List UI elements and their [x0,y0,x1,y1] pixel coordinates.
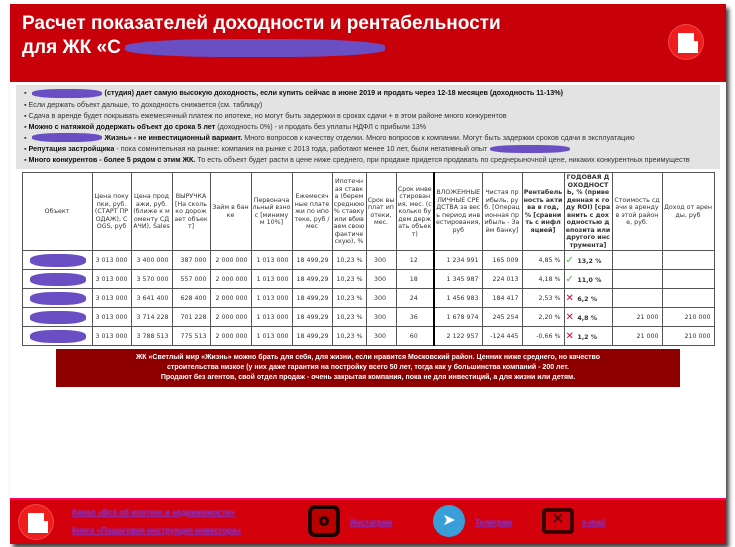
table-cell: 2 000 000 [210,289,251,308]
table-cell: 10,23 % [332,289,366,308]
roi-value: 11,0 % [577,276,602,284]
table-cell: -0,66 % [522,327,564,346]
table-cell: 18 [396,270,434,289]
table-cell: 10,23 % [332,308,366,327]
bullet-text: (доходность 0%) - и продать без уплаты НДФЛ с прибыли 13% [215,121,427,131]
table-cell: 628 400 [172,289,210,308]
bullet-bold: (студия) дает самую высокую доходность, если купить сейчас в июне 2019 и продать через 12-18 месяцев (доходность 11-13%) [104,88,564,97]
table-cell: 300 [366,270,396,289]
table-cell: 165 009 [482,251,522,270]
table-cell: 300 [366,327,396,346]
slide [10,4,726,544]
summary-bullets [16,85,720,169]
table-cell: 775 513 [172,327,210,346]
column-header: Срок выплат ипотеки, мес. [366,173,396,251]
table-cell: 18 499,29 [292,270,332,289]
telegram-link[interactable]: Телеграм [475,518,512,527]
table-cell: 1 456 983 [434,289,482,308]
table-cell: 2 122 957 [434,327,482,346]
table-cell: 4,18 % [522,270,564,289]
table-cell: 1 678 974 [434,308,482,327]
email-icon[interactable]: ✕ [542,508,574,534]
table-cell: 2 000 000 [210,327,251,346]
table-cell: 1 234 991 [434,251,482,270]
table-cell [22,251,92,270]
book-link[interactable]: Книга «Пошаговая инструкция инвестора» [72,526,242,535]
bullet-item: ▪ Если держать объект дальше, то доходность снижается (см. таблицу) [24,99,263,109]
table-cell: 245 254 [482,308,522,327]
table-cell: 300 [366,251,396,270]
redaction-mark [125,39,385,57]
bullet-bold: Много конкурентов - более 5 рядом с этим ЖК. [28,155,196,165]
bullet-item: ▪ Жизнь» - не инвестиционный вариант. Много вопросов к качеству отделки. Много вопросов к компании. Могут быть задержки сроков сдачи в эксплуатацию [24,132,635,142]
redaction-mark [30,273,86,286]
table-cell: 2 000 000 [210,308,251,327]
table-cell: 557 000 [172,270,210,289]
table-cell [612,270,662,289]
title-line-2-row [22,36,501,60]
note-line: строительства низкое (у них даже гарантия на постройку всего 50 лет, тогда как у большинства компаний - 200 лет. [167,364,569,372]
redaction-mark [30,311,86,324]
channel-link[interactable]: Канал «Всё об ипотеке и недвижимости» [72,508,236,517]
table-cell: 18 499,29 [292,308,332,327]
table-cell: 1 013 000 [251,308,292,327]
profitability-table [22,172,715,346]
table-cell: 2 000 000 [210,270,251,289]
bullet-bold: Репутация застройщика [28,144,115,154]
table-cell: 3 788 513 [131,327,172,346]
table-cell: 18 499,29 [292,251,332,270]
table-cell: 1 013 000 [251,270,292,289]
table-cell: 184 417 [482,289,522,308]
bullet-text: Сдача в аренде будет покрывать ежемесячный платеж по ипотеке, но могут быть задержки в сроках сдачи + в этом районе много конкурентов [28,110,507,120]
table-row [22,251,714,270]
column-header: Займ в банке [210,173,251,251]
table-cell [564,251,612,270]
column-header: Чистая прибыль, руб. [Операционная прибыль - Займ банку] [482,173,522,251]
table-cell: 3 714 228 [131,308,172,327]
table-cell: 1 013 000 [251,251,292,270]
table-cell: 1 345 987 [434,270,482,289]
table-cell: 36 [396,308,434,327]
table-cell [662,251,714,270]
column-header: ГОДОВАЯ ДОХОДНОСТЬ, % (приведенная к году ROI) [сравнить с доходностью депозита или другого инструмента] [565,174,611,249]
column-header: Первоначальный взнос [минимум 10%] [251,173,292,251]
bullet-text: То есть объект будет расти в цене ниже среднего, при продаже придется продавать по среднерыночной цене, никаких конкурентных преимуществ [195,155,690,165]
cross-icon: ✕ [565,330,578,342]
table-cell: 387 000 [172,251,210,270]
redaction-mark [32,89,102,98]
cross-icon: ✕ [565,311,578,323]
column-header: Рентабельность актива в год, % [сравнить с инфляцией] [522,173,564,251]
table-cell [564,327,612,346]
column-header: Объект [22,173,92,251]
table-cell: 21 000 [612,327,662,346]
column-header: Стоимость сдачи в аренду в этой районе, руб. [612,173,662,251]
email-link[interactable]: e-mail [582,518,606,527]
note-line: ЖК «Светлый мир «Жизнь» можно брать для себя, для жизни, если нравится Московский район. Ценник ниже среднего, но качество [135,354,601,362]
redaction-mark [30,254,86,267]
table-cell: 24 [396,289,434,308]
cross-icon: ✕ [565,292,578,304]
table-cell [22,327,92,346]
table-cell: 3 013 000 [92,308,131,327]
bullet-text: - пока сомнительная на рынке: компания на рынке с 2013 года, работают менее 10 лет, были негативный опыт [114,144,488,154]
table-cell [22,289,92,308]
table-cell [612,251,662,270]
column-header: ВЛОЖЕННЫЕ ЛИЧНЫЕ СРЕДСТВА за весь период инвестирования, руб [434,173,482,251]
bullet-item: ▪ Можно с натяжкой додержать объект до срока 5 лет (доходность 0%) - и продать без уплаты НДФЛ с прибыли 13% [24,121,427,131]
table-cell: 3 013 000 [92,327,131,346]
table-cell: 60 [396,327,434,346]
roi-value: 1,2 % [577,333,598,341]
table-cell: 3 013 000 [92,270,131,289]
redaction-mark [32,133,102,142]
table-cell [662,270,714,289]
page-title [22,12,501,60]
bullet-bold: Можно с натяжкой додержать объект до срока 5 лет [28,121,216,131]
table-cell: 3 013 000 [92,251,131,270]
table-cell: 2 000 000 [210,251,251,270]
table-cell: -124 445 [482,327,522,346]
table-cell: 2,53 % [522,289,564,308]
conclusion-note [56,349,680,387]
table-row [22,270,714,289]
table-row [22,308,714,327]
table-cell: 18 499,29 [292,327,332,346]
check-icon: ✓ [565,254,578,266]
table-cell: 10,23 % [332,251,366,270]
roi-value: 6,2 % [577,295,598,303]
title-line-2: для ЖК «С [22,37,121,58]
table-cell: 3 400 000 [131,251,172,270]
bullet-item: ▪ Сдача в аренде будет покрывать ежемесячный платеж по ипотеке, но могут быть задержки в сроках сдачи + в этом районе много конкурентов [24,110,507,120]
table-row [22,327,714,346]
column-header: Срок инвестирования, мес. (сколько будем держать объект) [396,173,434,251]
table-cell: 2,20 % [522,308,564,327]
table-cell: 210 000 [662,327,714,346]
building-logo-icon [668,24,704,60]
column-header: ВЫРУЧКА [На сколько дорожает объект] [172,173,210,251]
footer [10,498,726,544]
column-header: Цена покупки, руб. (СТАРТ ПРОДАЖ), COGS, руб [92,173,131,251]
redaction-mark [490,145,570,153]
bullet-item: ▪ (студия) дает самую высокую доходность, если купить сейчас в июне 2019 и продать через 12-18 месяцев (доходность 11-13%) [24,88,564,97]
table-cell: 4,85 % [522,251,564,270]
bullet-bold: Жизнь» - не инвестиционный вариант. [104,132,243,142]
bullet-item: ▪ Репутация застройщика - пока сомнительная на рынке: компания на рынке с 2013 года, работают менее 10 лет, были негативный опыт [24,144,712,153]
bullet-text: Если держать объект дальше, то доходность снижается (см. таблицу) [28,99,263,109]
table-cell: 701 228 [172,308,210,327]
roi-value: 4,8 % [577,314,598,322]
column-header: Ипотечная ставка (берем среднюю % ставку или вбиваем свою фактическую), % [332,173,366,251]
column-header: Цена продажи, руб. (ближе к моменту СДАЧИ), Sales [131,173,172,251]
table-cell [564,270,612,289]
header [10,4,726,82]
table-cell: 1 013 000 [251,289,292,308]
table-cell [564,308,612,327]
redaction-mark [30,292,86,305]
note-line: Продают без агентов, свой отдел продаж - очень закрытая компания, пока не для инвестиций, а для жизни или детям. [160,374,576,382]
table-cell: 12 [396,251,434,270]
table-cell [22,270,92,289]
table-cell [612,289,662,308]
table-cell [564,289,612,308]
table-cell: 300 [366,289,396,308]
building-logo-icon [18,504,54,540]
roi-value: 13,2 % [577,257,602,265]
table-cell: 224 013 [482,270,522,289]
bullet-text: Много вопросов к качеству отделки. Много вопросов к компании. Могут быть задержки сроков сдачи в эксплуатацию [242,132,635,142]
table-cell: 18 499,29 [292,289,332,308]
title-line-1: Расчет показателей доходности и рентабельности [22,13,501,34]
redaction-mark [30,330,86,343]
instagram-icon[interactable] [308,505,340,537]
telegram-icon[interactable]: ➤ [433,505,465,537]
table-cell: 300 [366,308,396,327]
table-cell: 1 013 000 [251,327,292,346]
table-row [22,289,714,308]
column-header: Доход от аренды, руб [662,173,714,251]
bullet-item: ▪ Много конкурентов - более 5 рядом с этим ЖК. То есть объект будет расти в цене ниже среднего, при продаже придется продавать по среднерыночной цене, никаких конкурентных преимуществ [24,155,690,165]
table-cell: 3 013 000 [92,289,131,308]
table-cell [22,308,92,327]
column-header: Ежемесячные платежи по ипотеке, руб / мес [292,173,332,251]
table-cell: 21 000 [612,308,662,327]
table-cell [662,289,714,308]
table-cell: 3 570 000 [131,270,172,289]
table-cell: 10,23 % [332,270,366,289]
table-cell: 210 000 [662,308,714,327]
check-icon: ✓ [565,273,578,285]
instagram-link[interactable]: Инстаграм [350,518,392,527]
table-cell: 3 641 400 [131,289,172,308]
table-cell: 10,23 % [332,327,366,346]
